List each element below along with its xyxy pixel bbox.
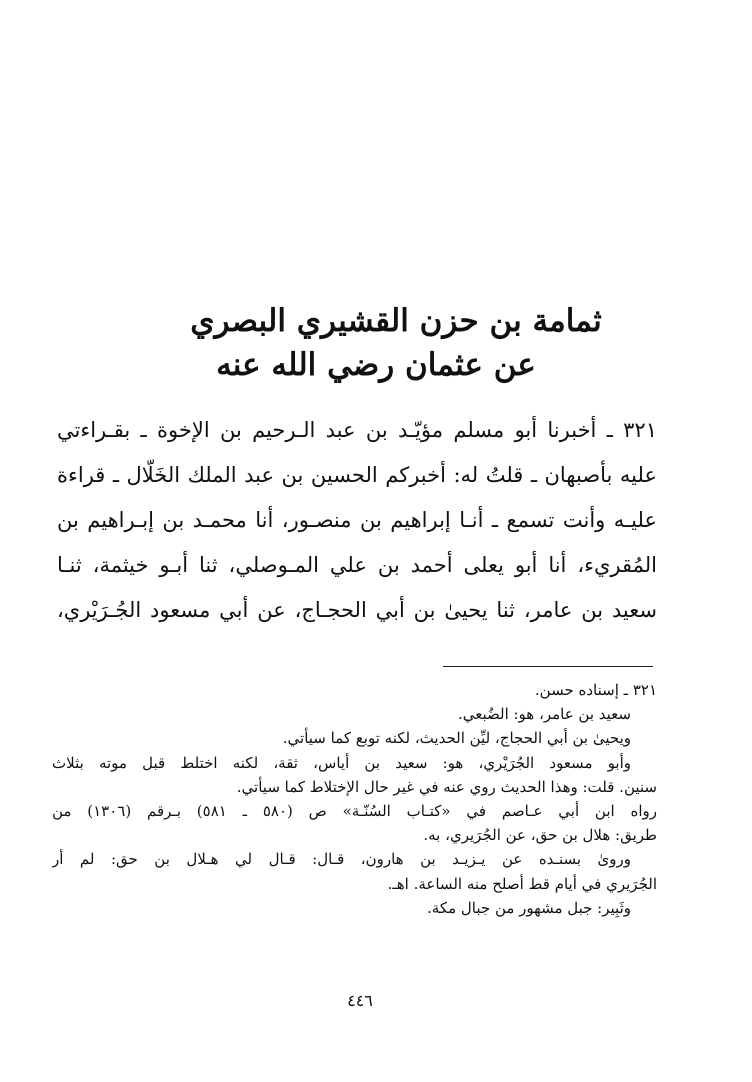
footnote-line: ويحيىٰ بن أبي الحجاج، ليِّن الحديث، لكنه توبع كما سيأتي.: [282, 729, 631, 748]
footnotes: [52, 678, 657, 920]
main-text-line: ٣٢١ ـ أخبرنا أبو مسلم مؤيّـد بن عبد الـرحيم بن الإخوة ـ بقـراءتي: [57, 418, 657, 442]
page-number: ٤٤٦: [347, 991, 373, 1010]
main-text-line: المُقريء، أنا أبو يعلى أحمد بن علي المـوصلي، ثنا أبـو خيثمة، ثنـا: [57, 553, 657, 577]
footnote-line: سعيد بن عامر، هو: الضُبعي.: [457, 705, 631, 724]
footnote-line: وثَبِير: جبل مشهور من جبال مكة.: [427, 898, 631, 917]
main-text-line: سعيد بن عامر، ثنا يحيىٰ بن أبي الحجـاج، عن أبي مسعود الجُـرَيْري،: [57, 598, 657, 622]
footnote-line: وروىٰ بسنـده عن يـزيـد بن هارون، قـال: قـال لي هـلال بن حق: لم أر: [52, 850, 631, 869]
footnote-line: وأبو مسعود الجُرَيْري، هو: سعيد بن أياس، ثقة، لكنه اختلط قبل موته بثلاث: [52, 753, 631, 772]
footnote-divider: [443, 666, 653, 667]
footnote-line: سنين. قلت: وهذا الحديث روي عنه في غير حال الإختلاط كما سيأتي.: [236, 777, 657, 796]
main-text-line: عليه بأصبهان ـ قلتُ له: أخبركم الحسين بن عبد الملك الخَلّال ـ قراءة: [57, 463, 657, 487]
footnote-line: ٣٢١ ـ إسناده حسن.: [534, 681, 657, 699]
chapter-subtitle: عن عثمان رضي الله عنه: [216, 347, 536, 383]
footnote-line: طريق: هلال بن حق، عن الجُرَيري، به.: [423, 826, 657, 845]
chapter-title: ثمامة بن حزن القشيري البصري: [190, 303, 602, 339]
main-text: [57, 408, 657, 633]
footnote-line: الجُرَيري في أيام قط أصلح منه الساعة. اهـ.: [387, 874, 657, 893]
main-text-line: عليـه وأنت تسمع ـ أنـا إبراهيم بن منصـور، أنا محمـد بن إبـراهيم بن: [57, 508, 657, 532]
footnote-line: رواه ابن أبي عـاصم في «كتـاب السُنّـة» ص (٥٨٠ ـ ٥٨١) بـرقم (١٣٠٦) من: [52, 801, 657, 820]
